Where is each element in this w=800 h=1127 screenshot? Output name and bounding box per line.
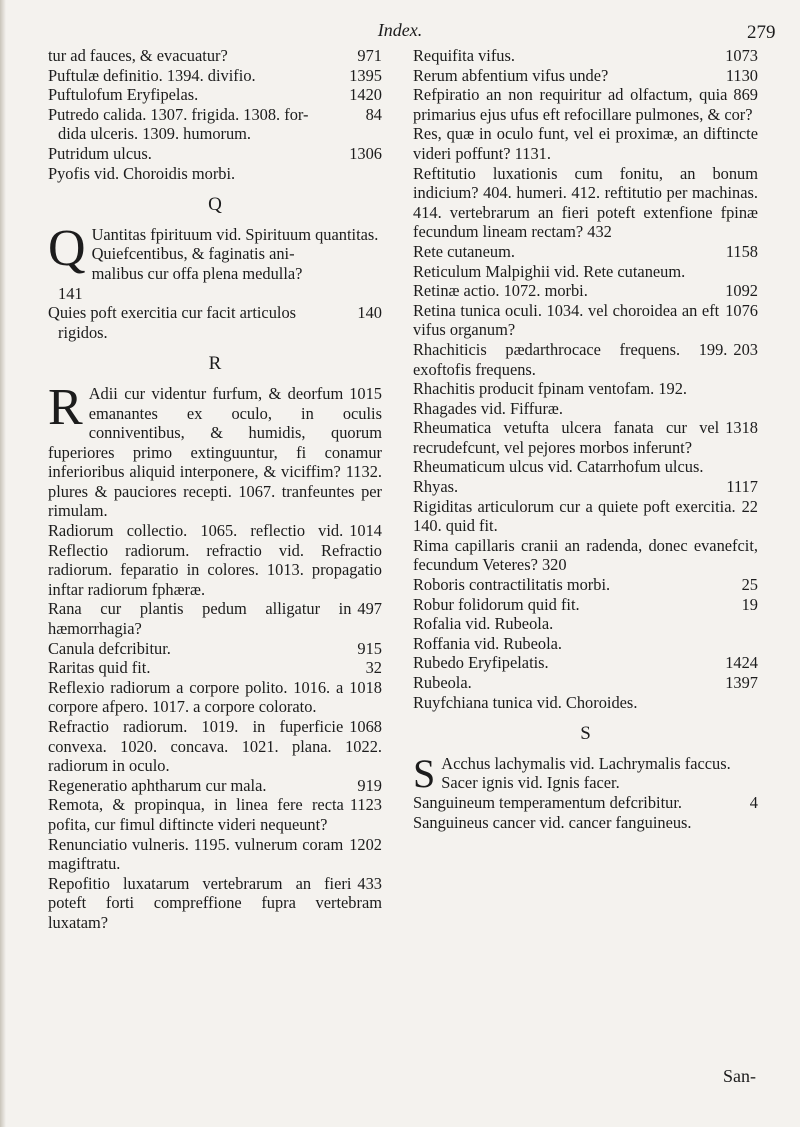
entry-text: Reticulum Malpighii vid. Rete cutaneum. [413, 261, 686, 281]
entry-ref: 1014 [349, 521, 382, 541]
index-entry [413, 457, 758, 477]
entry-ref: 433 [357, 873, 382, 893]
entry-text: Rhagades vid. Fiffuræ. [413, 398, 563, 418]
index-entry [48, 776, 382, 796]
entry-text: Regeneratio aphtharum cur mala. [48, 775, 267, 795]
entry-text: Rima capillaris cranii an radenda, donec evanefcit, fecundum Veteres? 320 [413, 535, 758, 575]
index-entry [48, 874, 382, 933]
entry-line: 141 [58, 283, 83, 303]
entry-text: Rheumatica vetufta ulcera fanata cur vel recrudefcunt, vel pejores morbos inferunt? [413, 418, 720, 457]
index-entry [413, 793, 758, 813]
index-entry [413, 164, 758, 242]
index-entry [413, 281, 758, 301]
entry-line: rigidos. [58, 322, 108, 342]
entry-ref: 19 [741, 594, 758, 614]
dropcap-letter: Q [48, 219, 86, 277]
entry-ref: 25 [741, 575, 758, 595]
dropcap-letter: S [413, 750, 436, 796]
index-entry [413, 497, 758, 536]
entry-text: Sanguineum temperamentum defcribitur. [413, 792, 683, 812]
entry-line: Puftulæ definitio. 1394. divifio. [48, 65, 256, 85]
entry-text: Rigiditas articulorum cur a quiete poft exercitia. 140. quid fit. [413, 496, 736, 536]
index-entry [48, 678, 382, 717]
entry-ref: 1076 [725, 300, 758, 320]
entry-ref: 1018 [349, 677, 382, 697]
entry-text: Acchus lachymalis vid. Lachrymalis faccus. [441, 753, 731, 773]
entry-text: Radiorum collectio. 1065. reflectio vid. Reflectio radiorum. refractio vid. Refractio radiorum. feparatio in colores. 1013. propagatio inftar radiorum fphæræ. [48, 521, 382, 599]
entry-text: Rofalia vid. Rubeola. [413, 614, 554, 634]
index-entry [48, 639, 382, 659]
entry-text: Rubeola. [413, 673, 472, 692]
index-entry [48, 244, 382, 303]
index-entry [48, 144, 382, 164]
index-entry [413, 575, 758, 595]
entry-text: Rhachiticis pædarthrocace frequens. 199. exoftofis frequens. [413, 339, 728, 379]
index-entry [413, 66, 758, 86]
index-entry [413, 418, 758, 457]
entry-ref: 1068 [349, 717, 382, 736]
entry-ref: 915 [357, 638, 382, 658]
index-entry [413, 634, 758, 654]
entry-line: Puftulofum Eryfipelas. [48, 85, 199, 105]
entry-ref: 32 [365, 658, 382, 678]
index-entry [413, 242, 758, 262]
entry-text: Robur folidorum quid fit. [413, 594, 580, 614]
entry-ref: 1158 [725, 241, 758, 261]
section-heading-s: S [580, 723, 591, 745]
entry-text: Rana cur plantis pedum alligatur in hæmorrhagia? [48, 599, 352, 639]
entry-ref: 919 [357, 775, 382, 795]
entry-ref: 497 [357, 599, 382, 619]
entry-ref: 1306 [349, 143, 382, 163]
section-heading-q: Q [208, 194, 222, 216]
entry-text: Rhyas. [413, 477, 459, 497]
entry-text: Rerum abfentium vifus unde? [413, 65, 609, 85]
entry-ref: 1123 [349, 795, 382, 815]
entry-text: Refpiratio an non requiritur ad olfactum, quia primarius ejus ufus eft refocillare pulmones, & cor? [413, 85, 753, 124]
index-entry [413, 536, 758, 575]
entry-text: Rheumaticum ulcus vid. Catarrhofum ulcus. [413, 457, 704, 477]
entry-line: Putridum ulcus. [48, 143, 152, 163]
index-entry [413, 813, 758, 833]
entry-ref: 1420 [349, 85, 382, 105]
index-entry [413, 595, 758, 615]
index-entry [413, 653, 758, 673]
entry-text: Res, quæ in oculo funt, vel ei proximæ, an diftincte videri poffunt? 1131. [413, 124, 758, 163]
entry-ref: 869 [733, 85, 758, 105]
index-entry [413, 614, 758, 634]
dropcap-letter: R [48, 378, 83, 436]
entry-ref: 203 [733, 339, 758, 359]
entry-text: Rubedo Eryfipelatis. [413, 653, 549, 673]
entry-ref: 140 [357, 303, 382, 323]
entry-line: dida ulceris. 1309. humorum. [58, 124, 252, 144]
catchword: San- [723, 1066, 756, 1086]
index-entry [413, 262, 758, 282]
index-entry [48, 46, 382, 66]
entry-ref: 1117 [726, 477, 758, 497]
entry-text: Requifita vifus. [413, 46, 515, 65]
entry-text: Reftitutio luxationis cum fonitu, an bonum indicium? 404. humeri. 412. reftitutio per machinas. 414. vertebrarum an fieri poteft extenfione fpinæ fecundum lineam rectam? 432 [413, 163, 758, 242]
index-entry [48, 303, 382, 342]
index-entry [413, 773, 758, 793]
index-entry [48, 66, 382, 86]
right-column [413, 46, 758, 832]
running-header: Index. [377, 20, 423, 40]
entry-ref: 971 [357, 46, 382, 65]
index-entry [48, 378, 382, 521]
entry-text: Raritas quid fit. [48, 658, 151, 678]
index-entry [413, 399, 758, 419]
entry-ref: 1395 [349, 65, 382, 85]
index-entry [413, 340, 758, 379]
entry-ref: 1424 [725, 653, 758, 673]
index-entry [48, 599, 382, 638]
entry-ref: 22 [741, 496, 758, 516]
entry-text: Retina tunica oculi. 1034. vel choroidea an eft vifus organum? [413, 300, 720, 340]
index-entry [48, 658, 382, 678]
left-column [48, 46, 382, 933]
entry-text: Canula defcribitur. [48, 638, 171, 658]
entry-line: Pyofis vid. Choroidis morbi. [48, 163, 236, 183]
index-entry [48, 521, 382, 599]
entry-line: malibus cur offa plena medulla? [91, 263, 303, 283]
entry-text: Roffania vid. Rubeola. [413, 633, 563, 653]
index-entry [413, 124, 758, 163]
index-entry [48, 835, 382, 874]
index-entry [413, 379, 758, 399]
entry-text: Roboris contractilitatis morbi. [413, 575, 611, 595]
entry-text: Repofitio luxatarum vertebrarum an fieri poteft forti compreffione fupra vertebram luxatam? [48, 873, 382, 932]
entry-line: Quies poft exercitia cur facit articulos [48, 303, 297, 323]
entry-ref: 1092 [725, 281, 758, 301]
entry-text: Reflexio radiorum a corpore polito. 1016. a corpore afpero. 1017. a corpore colorato. [48, 677, 344, 717]
entry-text: Ruyfchiana tunica vid. Choroides. [413, 692, 638, 712]
page-edge-shadow [0, 0, 6, 1127]
entry-line: Putredo calida. 1307. frigida. 1308. for- [48, 104, 309, 124]
entry-text: Rete cutaneum. [413, 241, 515, 261]
entry-ref: 4 [749, 792, 758, 812]
index-entry [48, 105, 382, 144]
entry-ref: 1015 [349, 383, 382, 403]
index-entry [413, 693, 758, 713]
entry-text: Sacer ignis vid. Ignis facer. [441, 773, 620, 793]
entry-ref: 84 [365, 104, 382, 124]
entry-line: Quiefcentibus, & faginatis ani- [91, 244, 295, 264]
index-entry [48, 164, 382, 184]
entry-text: Rhachitis producit fpinam ventofam. 192. [413, 379, 688, 399]
entry-ref: 1202 [349, 834, 382, 854]
entry-text: Adii cur videntur furfum, & deorfum emanantes ex oculo, in oculis conniventibus, & humidis, quorum fuperiores primo extinguuntur, fi conamur inferioribus aliquid interponere, & viciffim? 1132. plures & pauciores recepti. 1067. tranfeuntes per rimulam. [48, 383, 382, 521]
entry-ref: 1130 [725, 65, 758, 85]
entry-text: Remota, & propinqua, in linea fere recta pofita, cur fimul diftincte videri nequeunt? [48, 795, 344, 834]
entry-ref: 1397 [725, 673, 758, 692]
index-entry [413, 85, 758, 124]
entry-ref: 1318 [725, 418, 758, 438]
index-entry [48, 795, 382, 834]
index-entry [413, 673, 758, 693]
entry-text: Uantitas fpirituum vid. Spirituum quantitas. [91, 224, 379, 244]
page-number: 279 [747, 22, 776, 43]
entry-text: Retinæ actio. 1072. morbi. [413, 281, 588, 301]
section-heading-r: R [208, 353, 222, 375]
index-entry [48, 85, 382, 105]
index-entry [413, 477, 758, 497]
entry-line: tur ad fauces, & evacuatur? [48, 46, 228, 65]
entry-text: Sanguineus cancer vid. cancer fanguineus. [413, 812, 692, 832]
index-entry [413, 301, 758, 340]
entry-text: Renunciatio vulneris. 1195. vulnerum coram magiftratu. [48, 834, 344, 874]
entry-ref: 1073 [725, 46, 758, 65]
index-entry [48, 717, 382, 776]
entry-text: Refractio radiorum. 1019. in fuperficie convexa. 1020. concava. 1021. plana. 1022. radiorum in oculo. [48, 717, 382, 776]
index-entry [413, 46, 758, 66]
